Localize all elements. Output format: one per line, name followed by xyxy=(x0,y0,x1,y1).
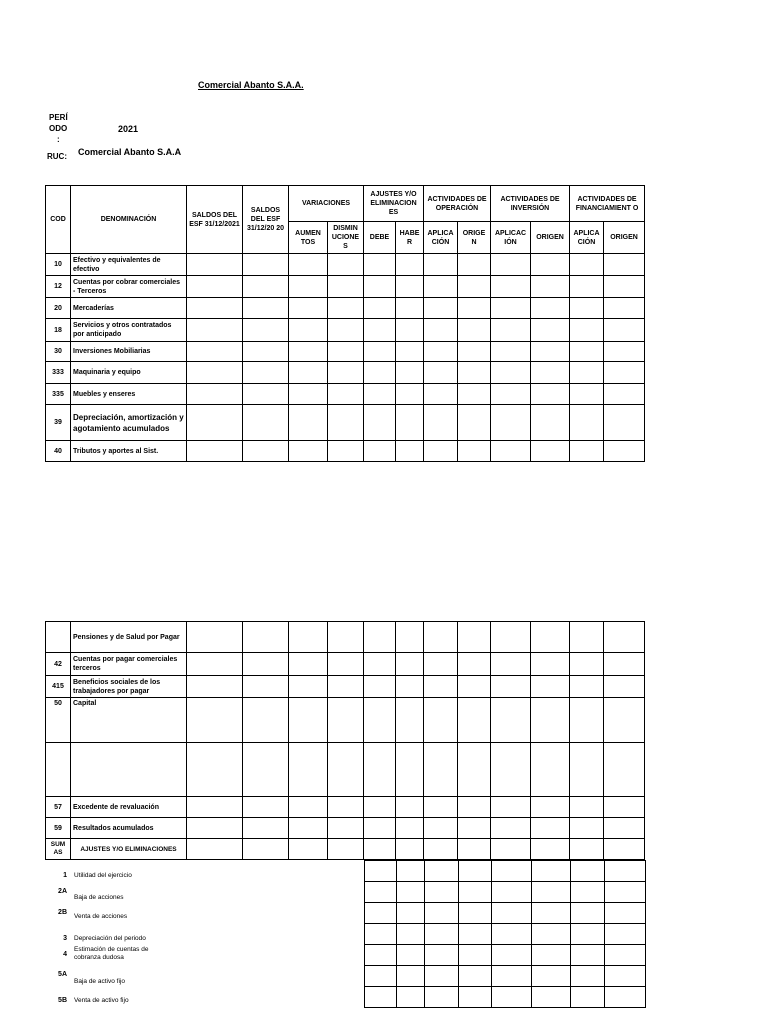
adjustment-label: Estimación de cuentas de cobranza dudosa xyxy=(74,946,149,961)
table-row xyxy=(46,622,645,653)
col-header-variaciones: VARIACIONES xyxy=(289,186,364,222)
col-header-ajustes: AJUSTES Y/O ELIMINACION ES xyxy=(364,186,424,222)
row-denominacion xyxy=(71,743,187,797)
periodo-label xyxy=(49,112,71,145)
table-row xyxy=(46,743,645,797)
col-header-haber: HABE R xyxy=(396,222,424,254)
adjustment-grid-row xyxy=(365,861,646,882)
periodo-label-line: ODO xyxy=(49,124,68,133)
adjustment-grid-row xyxy=(365,903,646,924)
col-header-aumentos: AUMEN TOS xyxy=(289,222,328,254)
row-denominacion: Excedente de revaluación xyxy=(71,797,187,818)
col-header-act-financiamiento: ACTIVIDADES DE FINANCIAMIENT O xyxy=(570,186,645,222)
row-denominacion: Muebles y enseres xyxy=(71,384,187,405)
row-cod xyxy=(46,743,71,797)
adjustment-label: Utilidad del ejercicio xyxy=(74,872,132,879)
table-row xyxy=(46,319,645,342)
table-row xyxy=(46,384,645,405)
row-cod: 335 xyxy=(46,384,71,405)
adjustment-number: 2A xyxy=(58,888,67,895)
adjustment-number: 2B xyxy=(58,909,67,916)
adjustment-label: Baja de activo fijo xyxy=(74,978,125,985)
table-row xyxy=(46,797,645,818)
row-denominacion: Beneficios sociales de los trabajadores por pagar xyxy=(71,676,187,698)
table-row xyxy=(46,698,645,743)
ruc-value: Comercial Abanto S.A.A xyxy=(78,147,182,157)
row-cod: 40 xyxy=(46,441,71,462)
row-denominacion: Cuentas por pagar comerciales terceros xyxy=(71,653,187,676)
adjustment-label: Venta de acciones xyxy=(74,913,128,920)
table-row xyxy=(46,441,645,462)
row-cod: SUM AS xyxy=(46,839,71,860)
row-denominacion: Depreciación, amortización y agotamiento acumulados xyxy=(71,405,187,441)
row-denominacion: Tributos y aportes al Sist. xyxy=(71,441,187,462)
row-cod: 20 xyxy=(46,298,71,319)
row-denominacion: Servicios y otros contratados por anticipado xyxy=(71,319,187,342)
adjustments-grid xyxy=(364,860,646,1008)
table-row xyxy=(46,653,645,676)
table-row xyxy=(46,276,645,298)
adjustment-number: 4 xyxy=(63,951,67,958)
ruc-label: RUC: xyxy=(47,152,67,161)
col-header-aplicacion-inv: APLICAC IÓN xyxy=(491,222,531,254)
row-cod: 333 xyxy=(46,362,71,384)
periodo-value: 2021 xyxy=(118,124,139,134)
adjustment-number: 5B xyxy=(58,997,67,1004)
table-row xyxy=(46,342,645,362)
row-denominacion: Maquinaria y equipo xyxy=(71,362,187,384)
col-header-origen-inv: ORIGEN xyxy=(531,222,570,254)
table-row xyxy=(46,676,645,698)
row-denominacion: Inversiones Mobiliarias xyxy=(71,342,187,362)
table-row xyxy=(46,839,645,860)
col-header-act-operacion: ACTIVIDADES DE OPERACIÓN xyxy=(424,186,491,222)
row-denominacion: Resultados acumulados xyxy=(71,818,187,839)
adjustment-number: 1 xyxy=(63,872,67,879)
adjustment-grid-row xyxy=(365,966,646,987)
periodo-label-line: : xyxy=(57,135,60,144)
col-header-origen-op: ORIGE N xyxy=(458,222,491,254)
row-cod: 12 xyxy=(46,276,71,298)
row-cod: 42 xyxy=(46,653,71,676)
table-row xyxy=(46,362,645,384)
row-cod: 39 xyxy=(46,405,71,441)
row-cod xyxy=(46,622,71,653)
adjustment-grid-row xyxy=(365,945,646,966)
col-header-debe: DEBE xyxy=(364,222,396,254)
col-header-act-inversion: ACTIVIDADES DE INVERSIÓN xyxy=(491,186,570,222)
col-header-origen-fin: ORIGEN xyxy=(604,222,645,254)
col-header-denominacion: DENOMINACIÓN xyxy=(71,186,187,254)
adjustment-label: Baja de acciones xyxy=(74,894,124,901)
row-cod: 50 xyxy=(46,698,71,743)
col-header-aplicacion-fin: APLICA CIÓN xyxy=(570,222,604,254)
row-cod: 59 xyxy=(46,818,71,839)
adjustment-number: 5A xyxy=(58,971,67,978)
table-row xyxy=(46,298,645,319)
row-cod: 415 xyxy=(46,676,71,698)
adjustment-grid-row xyxy=(365,882,646,903)
row-denominacion: Cuentas por cobrar comerciales - Terceros xyxy=(71,276,187,298)
col-header-saldos-2021: SALDOS DEL ESF 31/12/2021 xyxy=(187,186,243,254)
table-row xyxy=(46,254,645,276)
table-row xyxy=(46,405,645,441)
cash-flow-table-continued xyxy=(45,621,645,860)
adjustment-number: 3 xyxy=(63,935,67,942)
col-header-aplicacion-op: APLICA CIÓN xyxy=(424,222,458,254)
row-denominacion: Efectivo y equivalentes de efectivo xyxy=(71,254,187,276)
col-header-saldos-2020: SALDOS DEL ESF 31/12/20 20 xyxy=(243,186,289,254)
row-denominacion: Mercaderías xyxy=(71,298,187,319)
row-cod: 30 xyxy=(46,342,71,362)
row-cod: 57 xyxy=(46,797,71,818)
company-title: Comercial Abanto S.A.A. xyxy=(198,80,304,90)
adjustment-label: Venta de activo fijo xyxy=(74,997,129,1004)
col-header-cod: COD xyxy=(46,186,71,254)
row-denominacion: Capital xyxy=(71,698,187,743)
adjustment-label: Depreciación del periodo xyxy=(74,935,146,942)
col-header-disminuciones: DISMIN UCIONE S xyxy=(328,222,364,254)
row-denominacion: Pensiones y de Salud por Pagar xyxy=(71,622,187,653)
table-row xyxy=(46,818,645,839)
adjustment-grid-row xyxy=(365,924,646,945)
adjustment-grid-row xyxy=(365,987,646,1008)
row-denominacion: AJUSTES Y/O ELIMINACIONES xyxy=(71,839,187,860)
row-cod: 18 xyxy=(46,319,71,342)
row-cod: 10 xyxy=(46,254,71,276)
periodo-label-line: PERÍ xyxy=(49,113,68,122)
cash-flow-table-main xyxy=(45,185,645,462)
